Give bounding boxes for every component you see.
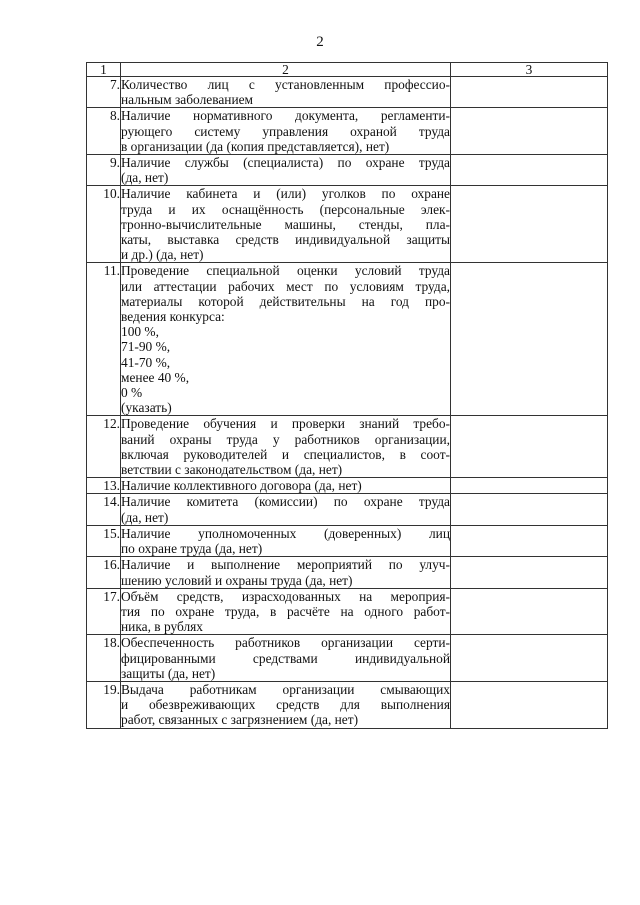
table-row [87, 155, 608, 186]
table-row [87, 416, 608, 478]
value-cell[interactable] [451, 186, 608, 263]
table-row [87, 681, 608, 728]
criterion-line: по охране труда (да, нет) [121, 541, 263, 557]
criterion-text [121, 588, 451, 635]
value-cell[interactable] [451, 108, 608, 155]
criterion-line: 41-70 %, [121, 354, 171, 370]
criterion-line: и обезвреживающих средств для выполнения [121, 697, 450, 713]
criterion-text [121, 263, 451, 416]
criterion-line: Наличие службы (специалиста) по охране труда [121, 155, 450, 171]
value-cell[interactable] [451, 494, 608, 525]
criterion-line: и др.) (да, нет) [121, 247, 204, 263]
criterion-line: нальным заболеванием [121, 92, 254, 108]
criterion-text [121, 77, 451, 108]
table-row [87, 478, 608, 494]
criterion-line: 0 % [121, 385, 143, 401]
row-number: 13. [87, 478, 121, 494]
criterion-line: ветствии с законодательством (да, нет) [121, 462, 343, 478]
criterion-text [121, 155, 451, 186]
criterion-line: Наличие уполномоченных (доверенных) лиц [121, 525, 450, 541]
table-row [87, 186, 608, 263]
criterion-line: каты, выставка средств индивидуальной защиты [121, 232, 450, 248]
column-header-criterion: 2 [121, 63, 451, 77]
criterion-line: Наличие комитета (комиссии) по охране труда [121, 494, 450, 510]
row-number: 15. [87, 525, 121, 556]
criterion-line: включая руководителей и специалистов, в соот- [121, 446, 450, 462]
criterion-text [121, 525, 451, 556]
criterion-text [121, 108, 451, 155]
criterion-line: (да, нет) [121, 509, 169, 525]
criterion-line: менее 40 %, [121, 369, 190, 385]
criterion-line: Обеспеченность работников организации серти- [121, 635, 450, 651]
value-cell[interactable] [451, 681, 608, 728]
value-cell[interactable] [451, 478, 608, 494]
table-row [87, 588, 608, 635]
row-number: 9. [87, 155, 121, 186]
criterion-line: тронно-вычислительные машины, стенды, пла- [121, 216, 450, 232]
criterion-text [121, 681, 451, 728]
criterion-line: Наличие кабинета и (или) уголков по охране [121, 186, 450, 202]
criterion-line: 71-90 %, [121, 339, 171, 355]
row-number: 19. [87, 681, 121, 728]
criterion-line: Выдача работникам организации смывающих [121, 681, 450, 697]
column-header-number: 1 [87, 63, 121, 77]
table-row [87, 525, 608, 556]
criteria-table [86, 62, 608, 729]
criterion-line: в организации (да (копия представляется), нет) [121, 138, 390, 154]
row-number: 18. [87, 635, 121, 682]
criterion-line: (указать) [121, 400, 172, 416]
criterion-text [121, 635, 451, 682]
value-cell[interactable] [451, 416, 608, 478]
table-row [87, 557, 608, 588]
criterion-line: шению условий и охраны труда (да, нет) [121, 572, 353, 588]
row-number: 10. [87, 186, 121, 263]
criterion-line: фицированными средствами индивидуальной [121, 650, 450, 666]
criterion-line: ведения конкурса: [121, 309, 225, 325]
criterion-line: материалы которой действительны на год про- [121, 293, 450, 309]
value-cell[interactable] [451, 77, 608, 108]
criterion-line: Проведение специальной оценки условий труда [121, 263, 450, 279]
criterion-text [121, 494, 451, 525]
criterion-line: Наличие и выполнение мероприятий по улуч- [121, 557, 450, 573]
column-header-value: 3 [451, 63, 608, 77]
page-number: 2 [316, 34, 324, 50]
table-row [87, 263, 608, 416]
row-number: 14. [87, 494, 121, 525]
value-cell[interactable] [451, 155, 608, 186]
criterion-line: ника, в рублях [121, 619, 203, 635]
criterion-text [121, 557, 451, 588]
table-row [87, 108, 608, 155]
criterion-line: Наличие нормативного документа, регламенти- [121, 108, 450, 124]
row-number: 11. [87, 263, 121, 416]
row-number: 8. [87, 108, 121, 155]
table-row [87, 77, 608, 108]
criterion-line: защиты (да, нет) [121, 665, 216, 681]
criterion-line: рующего систему управления охраной труда [121, 123, 450, 139]
value-cell[interactable] [451, 588, 608, 635]
criterion-line: работ, связанных с загрязнением (да, нет) [121, 712, 359, 728]
value-cell[interactable] [451, 635, 608, 682]
criterion-line: 100 %, [121, 324, 159, 340]
criterion-line: Наличие коллективного договора (да, нет) [121, 478, 362, 494]
row-number: 7. [87, 77, 121, 108]
row-number: 17. [87, 588, 121, 635]
table-row [87, 635, 608, 682]
criterion-line: (да, нет) [121, 170, 169, 186]
criterion-text [121, 478, 451, 494]
row-number: 16. [87, 557, 121, 588]
criterion-line: Проведение обучения и проверки знаний требо- [121, 416, 450, 432]
criterion-text [121, 416, 451, 478]
value-cell[interactable] [451, 263, 608, 416]
criterion-line: Объём средств, израсходованных на мероприя- [121, 588, 450, 604]
criterion-line: ваний охраны труда у работников организации, [121, 431, 450, 447]
row-number: 12. [87, 416, 121, 478]
table-row [87, 494, 608, 525]
criterion-line: тия по охране труда, в расчёте на одного работ- [121, 603, 450, 619]
criterion-line: труда и их оснащённость (персональные элек- [121, 201, 450, 217]
criterion-line: или аттестации рабочих мест по условиям труда, [121, 278, 450, 294]
value-cell[interactable] [451, 525, 608, 556]
table-header-row [87, 63, 608, 77]
criterion-text [121, 186, 451, 263]
value-cell[interactable] [451, 557, 608, 588]
criterion-line: Количество лиц с установленным профессио- [121, 77, 450, 92]
